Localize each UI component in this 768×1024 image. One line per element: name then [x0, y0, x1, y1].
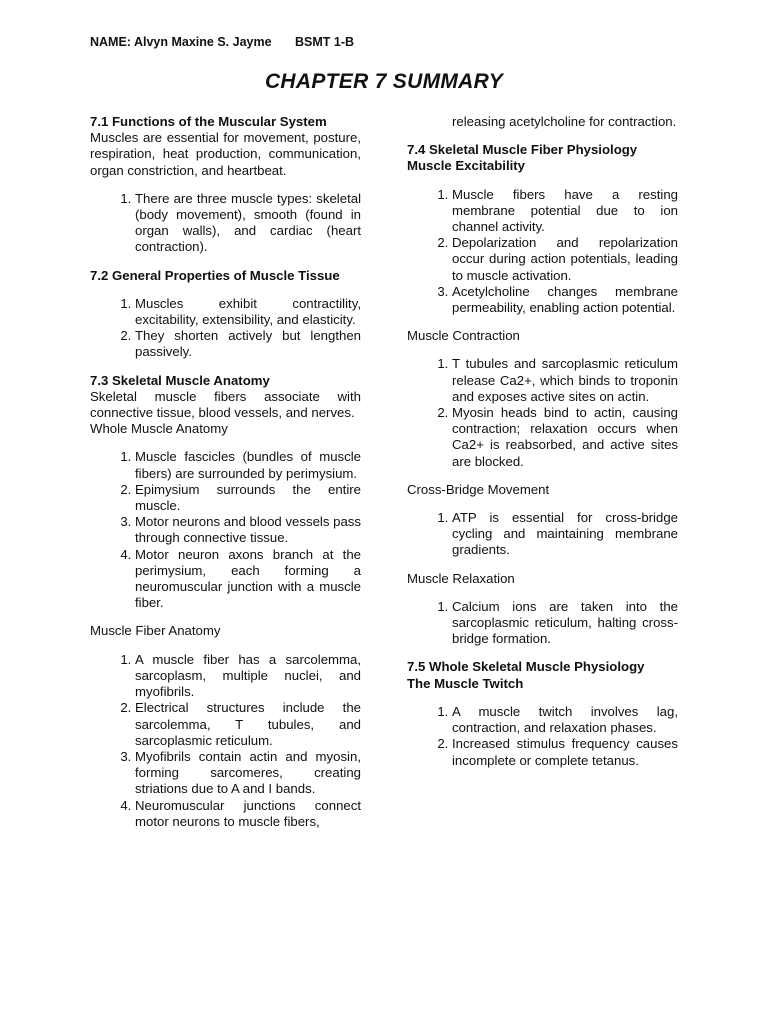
list-item: 2. Increased stimulus frequency causes incomplete or complete tetanus.: [452, 736, 678, 768]
left-column: [90, 114, 361, 842]
section-7-1-list: [90, 191, 361, 256]
list-item: 3. Myofibrils contain actin and myosin, forming sarcomeres, creating striations due to A and I bands.: [135, 749, 361, 798]
cross-bridge-movement-list: [407, 510, 678, 559]
list-item: 1. Muscle fibers have a resting membrane potential due to ion channel activity.: [452, 187, 678, 236]
student-section: BSMT 1-B: [295, 35, 355, 49]
section-7-1-heading: 7.1 Functions of the Muscular System: [90, 114, 327, 129]
list-item: 1. Muscle fascicles (bundles of muscle fibers) are surrounded by perimysium.: [135, 449, 361, 481]
list-item: 1. ATP is essential for cross-bridge cycling and maintaining membrane gradients.: [452, 510, 678, 559]
list-item: 3. Acetylcholine changes membrane permeability, enabling action potential.: [452, 284, 678, 316]
list-item: 4. Neuromuscular junctions connect motor neurons to muscle fibers,: [135, 798, 361, 830]
student-name: NAME: Alvyn Maxine S. Jayme: [90, 35, 272, 49]
section-7-4-heading: 7.4 Skeletal Muscle Fiber Physiology: [407, 142, 638, 158]
muscle-excitability-subheading: Muscle Excitability: [407, 158, 525, 174]
muscle-relaxation-list: [407, 599, 678, 648]
document-header: [90, 35, 374, 49]
muscle-twitch-subheading: The Muscle Twitch: [407, 675, 524, 691]
list-item: 4. Motor neuron axons branch at the perimysium, each forming a neuromuscular junction with a muscle fiber.: [135, 547, 361, 612]
list-item: 2. They shorten actively but lengthen passively.: [135, 328, 361, 360]
list-item: 1. Muscles exhibit contractility, excitability, extensibility, and elasticity.: [135, 296, 361, 328]
section-7-5-heading: 7.5 Whole Skeletal Muscle Physiology: [407, 659, 645, 675]
whole-muscle-anatomy-list: [90, 449, 361, 611]
list-item: 2. Depolarization and repolarization occur during action potentials, leading to muscle activation.: [452, 235, 678, 284]
whole-muscle-anatomy-subheading: Whole Muscle Anatomy: [90, 421, 228, 437]
section-7-3-paragraph: Skeletal muscle fibers associate with connective tissue, blood vessels, and nerves.: [90, 388, 361, 421]
list-item: 1. There are three muscle types: skeletal (body movement), smooth (found in organ walls), and cardiac (heart contraction).: [135, 191, 361, 256]
muscle-twitch-list: [407, 704, 678, 769]
muscle-fiber-anatomy-list: [90, 652, 361, 830]
section-7-1-paragraph: Muscles are essential for movement, posture, respiration, heat production, communication, organ constriction, and heartbeat.: [90, 130, 361, 178]
section-7-2-list: [90, 296, 361, 361]
muscle-excitability-list: [407, 187, 678, 317]
list-item: 1. A muscle fiber has a sarcolemma, sarcoplasm, multiple nuclei, and myofibrils.: [135, 652, 361, 701]
list-item: 1. T tubules and sarcoplasmic reticulum release Ca2+, which binds to troponin and exposes active sites on actin.: [452, 356, 678, 405]
muscle-contraction-subheading: Muscle Contraction: [407, 328, 520, 344]
list-item: 1. Calcium ions are taken into the sarcoplasmic reticulum, halting cross-bridge formation.: [452, 599, 678, 648]
list-item: 2. Electrical structures include the sarcolemma, T tubules, and sarcoplasmic reticulum.: [135, 700, 361, 749]
list-item: 1. A muscle twitch involves lag, contraction, and relaxation phases.: [452, 704, 678, 736]
muscle-relaxation-subheading: Muscle Relaxation: [407, 570, 515, 586]
section-7-2-heading: 7.2 General Properties of Muscle Tissue: [90, 267, 340, 283]
list-item: 2. Epimysium surrounds the entire muscle.: [135, 482, 361, 514]
right-column: [407, 114, 678, 781]
cross-bridge-movement-subheading: Cross-Bridge Movement: [407, 481, 550, 497]
list-continuation: releasing acetylcholine for contraction.: [452, 114, 677, 129]
muscle-contraction-list: [407, 356, 678, 469]
page-title: CHAPTER 7 SUMMARY: [264, 70, 504, 93]
list-item: 2. Myosin heads bind to actin, causing contraction; relaxation occurs when Ca2+ is reabsorbed, and active sites are blocked.: [452, 405, 678, 470]
muscle-fiber-anatomy-subheading: Muscle Fiber Anatomy: [90, 623, 221, 639]
list-item: 3. Motor neurons and blood vessels pass through connective tissue.: [135, 514, 361, 546]
section-7-3-heading: 7.3 Skeletal Muscle Anatomy: [90, 372, 270, 388]
